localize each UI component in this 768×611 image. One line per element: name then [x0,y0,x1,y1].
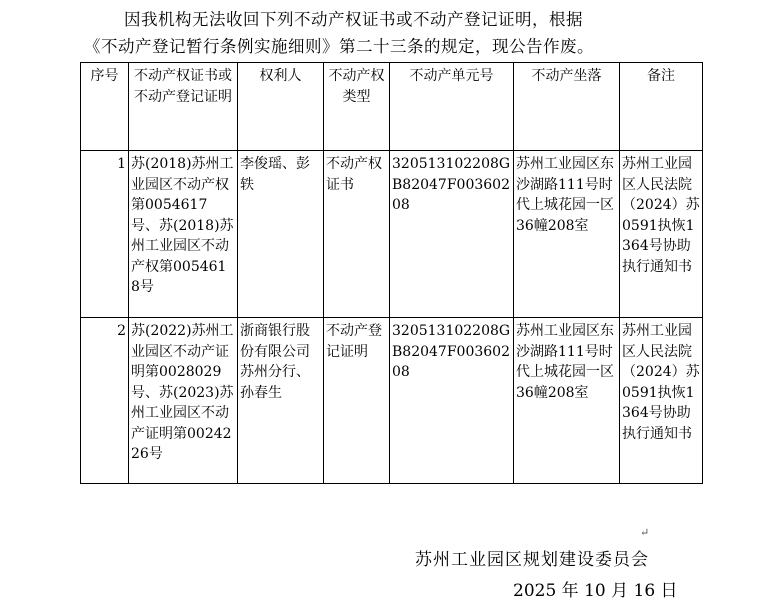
signing-date: 2025 年 10 月 16 日 [513,581,678,601]
header-unit: 不动产单元号 [390,63,514,151]
paragraph-mark-icon: ↵ [640,526,650,539]
header-location: 不动产坐落 [514,63,620,151]
notice-intro [84,6,704,60]
row-holder: 李俊瑶、彭轶 [238,151,324,318]
intro-line-2: 《不动产登记暂行条例实施细则》第二十三条的规定，现公告作废。 [84,37,594,56]
header-remark: 备注 [620,63,703,151]
row-unit: 320513102208GB82047F00360208 [390,318,514,484]
row-cert: 苏(2018)苏州工业园区不动产权第0054617号、苏(2018)苏州工业园区不动产权第0054618号 [129,151,238,318]
row-cert: 苏(2022)苏州工业园区不动产证明第0028029号、苏(2023)苏州工业园区不动产证明第0024226号 [129,318,238,484]
row-no: 2 [81,318,129,484]
signing-organization: 苏州工业园区规划建设委员会 [415,550,649,570]
header-cert: 不动产权证书或不动产登记证明 [129,63,238,151]
row-type: 不动产登记证明 [324,318,390,484]
void-certificate-table [80,62,703,484]
row-remark: 苏州工业园区人民法院（2024）苏0591执恢1364号协助执行通知书 [620,318,703,484]
row-holder: 浙商银行股份有限公司苏州分行、孙春生 [238,318,324,484]
row-type: 不动产权证书 [324,151,390,318]
row-unit: 320513102208GB82047F00360208 [390,151,514,318]
row-location: 苏州工业园区东沙湖路111号时代上城花园一区36幢208室 [514,151,620,318]
table-row [81,318,703,484]
intro-line-1: 因我机构无法收回下列不动产权证书或不动产登记证明，根据 [124,10,583,29]
header-holder: 权利人 [238,63,324,151]
table-row [81,151,703,318]
table-header-row [81,63,703,151]
row-no: 1 [81,151,129,318]
header-type: 不动产权类型 [324,63,390,151]
header-no: 序号 [81,63,129,151]
row-location: 苏州工业园区东沙湖路111号时代上城花园一区36幢208室 [514,318,620,484]
row-remark: 苏州工业园区人民法院（2024）苏0591执恢1364号协助执行通知书 [620,151,703,318]
